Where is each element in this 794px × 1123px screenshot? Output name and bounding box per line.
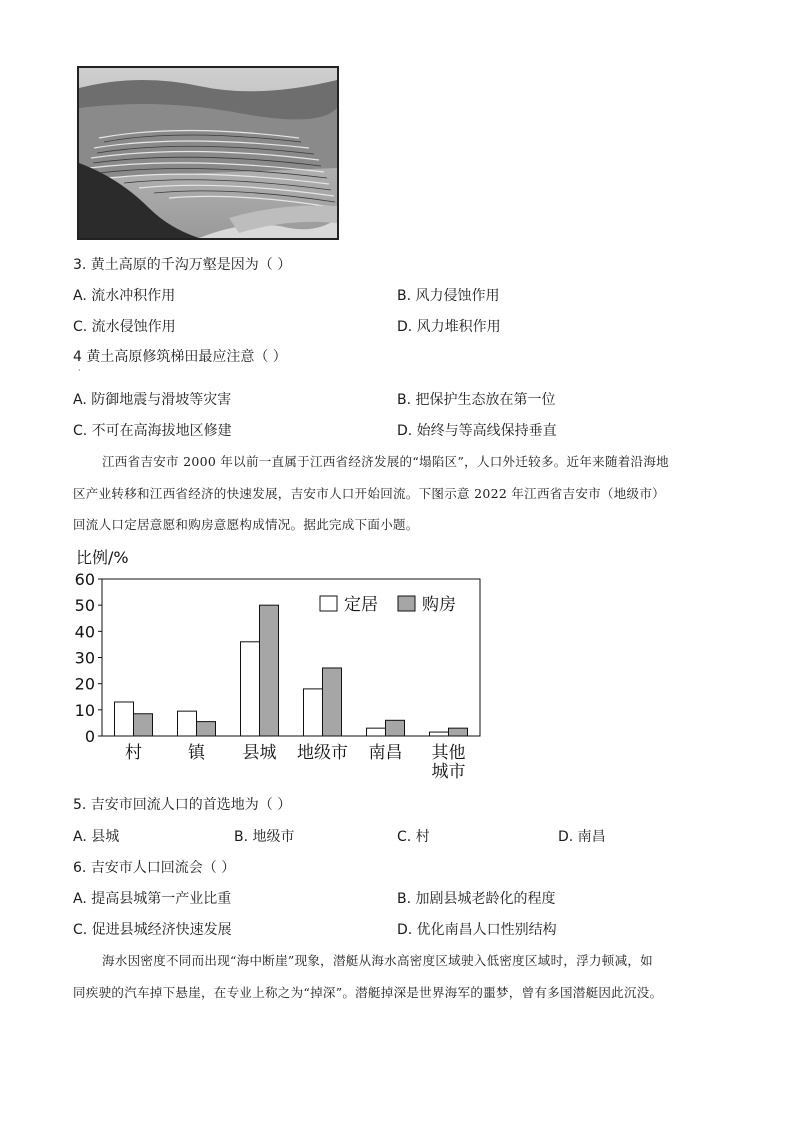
- question-6-option-d[interactable]: D. 优化南昌人口性别结构: [397, 922, 557, 938]
- x-tick-label: 城市: [431, 762, 466, 782]
- passage-1-line-1: 江西省吉安市 2000 年以前一直属于江西省经济发展的“塌陷区”，人口外迁较多。近年来随着沿海地: [102, 454, 669, 469]
- question-3-option-c[interactable]: C. 流水侵蚀作用: [73, 319, 176, 335]
- bar-purchase-5: [449, 728, 468, 736]
- passage-2-line-1: 海水因密度不同而出现“海中断崖”现象，潜艇从海水高密度区域驶入低密度区域时，浮力顿减，如: [102, 953, 653, 968]
- question-6-stem: 6. 吉安市人口回流会（ ）: [73, 860, 236, 876]
- x-axis-labels: [125, 742, 466, 782]
- terrace-illustration: [79, 68, 337, 238]
- question-4-option-c[interactable]: C. 不可在高海拔地区修建: [73, 423, 232, 439]
- x-tick-label: 其他: [431, 743, 466, 763]
- question-5-option-b[interactable]: B. 地级市: [234, 829, 295, 845]
- x-tick-label: 村: [125, 743, 142, 763]
- x-tick-label: 南昌: [368, 743, 403, 763]
- passage-2-line-2: 同疾驶的汽车掉下悬崖，在专业上称之为“掉深”。潜艇掉深是世界海军的噩梦，曾有多国潜艇因此沉没。: [73, 985, 663, 1000]
- stray-mark: ·: [78, 366, 81, 375]
- y-tick-label: 60: [74, 570, 95, 589]
- y-tick-label: 30: [74, 648, 95, 668]
- legend-swatch-1: [398, 596, 415, 611]
- population-return-chart: [68, 545, 488, 785]
- y-tick-label: 0: [84, 727, 95, 746]
- y-tick-label: 10: [74, 700, 95, 720]
- question-6-option-a[interactable]: A. 提高县城第一产业比重: [73, 891, 232, 907]
- bars-group: [115, 605, 468, 736]
- question-5-stem: 5. 吉安市回流人口的首选地为（ ）: [73, 797, 292, 813]
- x-tick-label: 县城: [242, 743, 277, 763]
- question-6-option-b[interactable]: B. 加剧县城老龄化的程度: [397, 891, 556, 907]
- x-tick-label: 镇: [188, 743, 205, 763]
- bar-settle-4: [367, 728, 386, 736]
- question-4-option-a[interactable]: A. 防御地震与滑坡等灾害: [73, 392, 232, 408]
- bar-purchase-1: [197, 722, 216, 736]
- question-3-stem: 3. 黄土高原的千沟万壑是因为（ ）: [73, 257, 292, 273]
- bar-purchase-2: [260, 605, 279, 736]
- question-4-stem: 4 黄土高原修筑梯田最应注意（ ）: [73, 349, 287, 365]
- passage-1-line-3: 回流人口定居意愿和购房意愿构成情况。据此完成下面小题。: [73, 517, 419, 532]
- question-5-option-c[interactable]: C. 村: [397, 829, 430, 845]
- question-3-option-a[interactable]: A. 流水冲积作用: [73, 288, 176, 304]
- bar-purchase-4: [386, 720, 405, 736]
- legend-label-1: 购房: [422, 595, 456, 615]
- legend: [320, 595, 456, 615]
- y-tick-label: 40: [74, 622, 95, 642]
- y-axis-title: 比例/%: [76, 548, 129, 567]
- bar-purchase-3: [323, 668, 342, 736]
- question-5-option-a[interactable]: A. 县城: [73, 829, 120, 845]
- question-3-option-b[interactable]: B. 风力侵蚀作用: [397, 288, 500, 304]
- bar-settle-2: [241, 642, 260, 736]
- y-tick-label: 50: [74, 596, 95, 616]
- bar-settle-3: [304, 689, 323, 736]
- question-6-option-c[interactable]: C. 促进县城经济快速发展: [73, 922, 232, 938]
- legend-label-0: 定居: [344, 595, 378, 615]
- passage-1-line-2: 区产业转移和江西省经济的快速发展，吉安市人口开始回流。下图示意 2022 年江西省吉安市（地级市）: [73, 486, 665, 501]
- bar-settle-5: [430, 732, 449, 736]
- y-axis-ticks: [75, 570, 102, 746]
- question-4-option-b[interactable]: B. 把保护生态放在第一位: [397, 392, 556, 408]
- y-tick-label: 20: [74, 674, 95, 694]
- x-tick-label: 地级市: [297, 743, 348, 763]
- loess-terrace-photo: [77, 66, 339, 240]
- chart-svg: [68, 545, 488, 785]
- question-5-option-d[interactable]: D. 南昌: [558, 829, 606, 845]
- question-3-option-d[interactable]: D. 风力堆积作用: [397, 319, 501, 335]
- bar-settle-1: [178, 711, 197, 736]
- question-4-option-d[interactable]: D. 始终与等高线保持垂直: [397, 423, 557, 439]
- legend-swatch-0: [320, 596, 337, 611]
- bar-purchase-0: [134, 714, 153, 736]
- bar-settle-0: [115, 702, 134, 736]
